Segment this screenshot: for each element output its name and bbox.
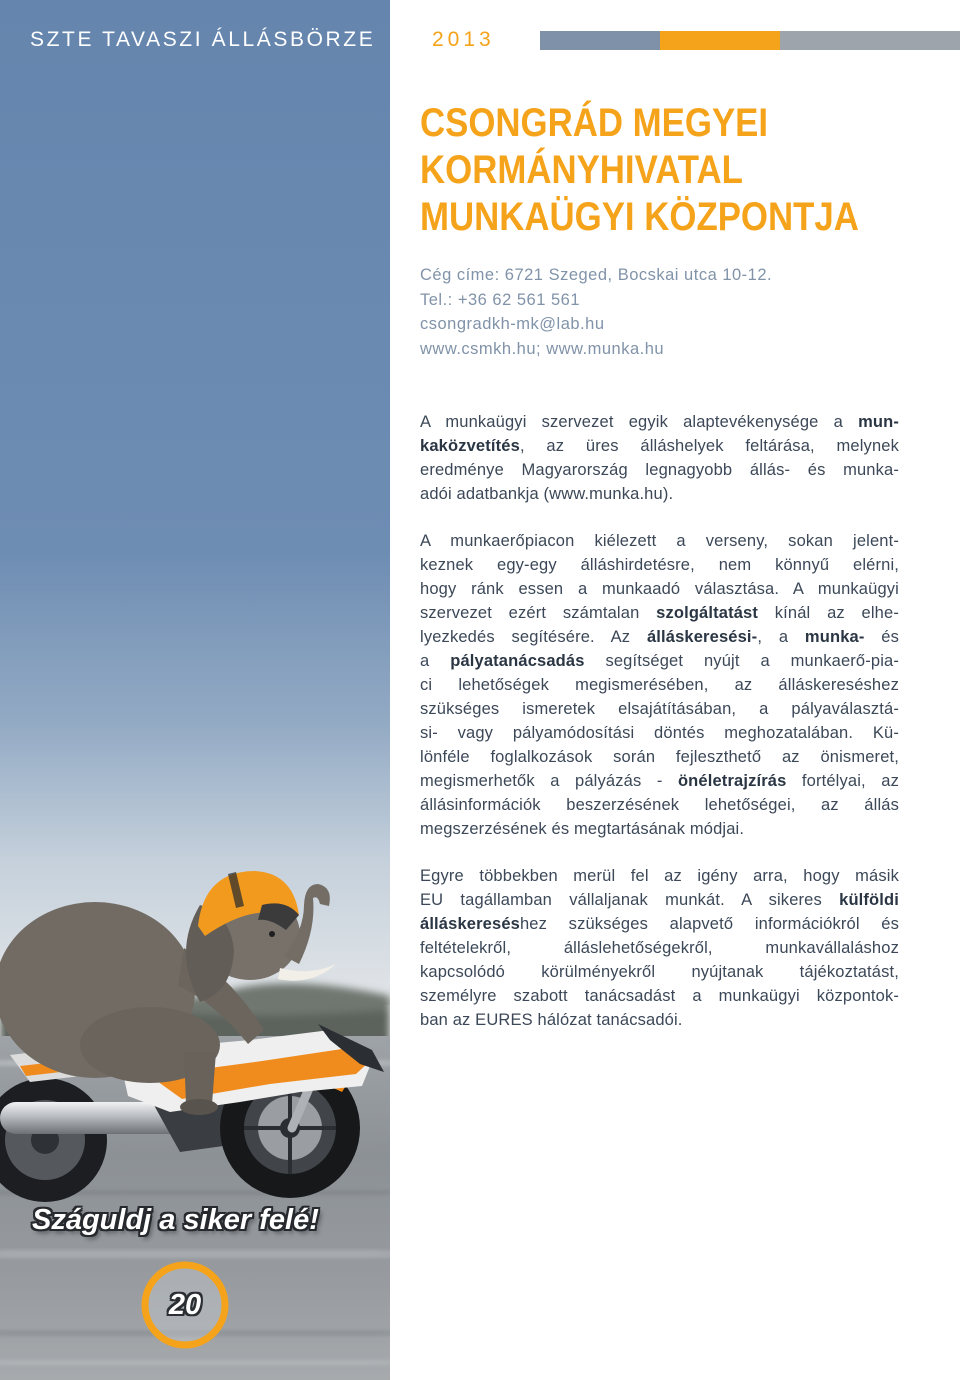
text-run: , a bbox=[757, 628, 805, 646]
text-run: fortélyai, az bbox=[786, 772, 899, 790]
text-run: A munkaügyi szervezet egyik alaptevékenysége a bbox=[420, 413, 859, 431]
title-line: MUNKAÜGYI KÖZPONTJA bbox=[420, 195, 859, 239]
body-line bbox=[420, 529, 899, 553]
body-line bbox=[420, 745, 899, 769]
body-line bbox=[420, 601, 899, 625]
body-paragraph bbox=[420, 410, 899, 506]
body-line bbox=[420, 649, 899, 673]
title-line: KORMÁNYHIVATAL bbox=[420, 148, 743, 192]
elephant-foot bbox=[180, 1099, 218, 1115]
text-run: és bbox=[864, 628, 899, 646]
body-line bbox=[420, 793, 899, 817]
contact-email: csongradkh-mk@lab.hu bbox=[420, 315, 605, 334]
text-run: lönféle foglalkozások során fejleszthető az önismeret, bbox=[420, 748, 899, 766]
header-bar-segment-light bbox=[780, 31, 960, 50]
text-run: szükséges ismeretek elsajátításában, a pályaválasztá- bbox=[420, 700, 899, 718]
text-run: keznek egy-egy álláshirdetésre, nem könnyű elérni, bbox=[420, 556, 899, 574]
text-run: kínál az elhe- bbox=[758, 604, 899, 622]
body-line bbox=[420, 1008, 899, 1032]
text-run: lyezkedés segítésére. Az bbox=[420, 628, 647, 646]
contact-phone: Tel.: +36 62 561 561 bbox=[420, 290, 580, 309]
bold-term: munka- bbox=[804, 628, 865, 646]
body-paragraph bbox=[420, 529, 899, 841]
bold-term: szolgáltatást bbox=[656, 604, 759, 622]
elephant-motorcycle-photo bbox=[0, 0, 390, 1380]
text-run: Egyre többekben merül fel az igény arra, hogy másik bbox=[420, 867, 899, 885]
text-run: a bbox=[420, 652, 451, 670]
contact-address: Cég címe: 6721 Szeged, Bocskai utca 10-12. bbox=[420, 266, 773, 284]
body-line bbox=[420, 721, 899, 745]
header-series-title: SZTE TAVASZI ÁLLÁSBÖRZE bbox=[30, 28, 376, 51]
body-line bbox=[420, 817, 899, 841]
header-year: 2013 bbox=[432, 28, 495, 51]
text-run: adói adatbankja (www.munka.hu). bbox=[420, 485, 674, 503]
body-line bbox=[420, 673, 899, 697]
page-number: 20 bbox=[168, 1289, 202, 1321]
body-line bbox=[420, 769, 899, 793]
bold-term: külföldi bbox=[839, 891, 899, 909]
elephant-leg bbox=[184, 1052, 216, 1104]
body-line bbox=[420, 697, 899, 721]
text-run: feltételekről, álláslehetőségekről, munkavállaláshoz bbox=[420, 939, 899, 957]
text-run: si- vagy pályamódosítási döntés meghozatalában. Kü- bbox=[420, 724, 899, 742]
header-bar-segment-orange bbox=[660, 31, 780, 50]
body-line bbox=[420, 888, 899, 912]
side-panel bbox=[0, 0, 390, 1380]
body-line bbox=[420, 984, 899, 1008]
background-sky bbox=[0, 0, 390, 1005]
bold-term: álláskeresési- bbox=[646, 628, 758, 646]
contact-websites: www.csmkh.hu; www.munka.hu bbox=[420, 340, 665, 359]
text-run: segítséget nyújt a munkaerő-pia- bbox=[584, 652, 899, 670]
text-run: szervezet ezért számtalan bbox=[420, 604, 657, 622]
body-text bbox=[420, 410, 899, 1032]
bold-term: álláskeresés bbox=[420, 915, 520, 933]
body-line bbox=[420, 625, 899, 649]
page-title bbox=[420, 100, 859, 241]
text-run: eredménye Magyarország legnagyobb állás- és munka- bbox=[420, 461, 899, 479]
bold-term: mun- bbox=[858, 413, 899, 431]
text-run: EU tagállamban vállaljanak munkát. A sikeres bbox=[420, 891, 840, 909]
text-run: A munkaerőpiacon kiélezett a verseny, sokan jelent- bbox=[420, 532, 899, 550]
contact-block bbox=[420, 263, 772, 362]
elephant-eye bbox=[269, 931, 275, 937]
body-line bbox=[420, 482, 899, 506]
bold-term: önéletrajzírás bbox=[677, 772, 787, 790]
title-line: CSONGRÁD MEGYEI bbox=[420, 101, 769, 145]
body-line bbox=[420, 434, 899, 458]
text-run: , az üres álláshelyek feltárása, melynek bbox=[519, 437, 899, 455]
text-run: hogy ránk essen a munkaadó választása. A munkaügyi bbox=[420, 580, 899, 598]
body-line bbox=[420, 936, 899, 960]
bold-term: pályatanácsadás bbox=[450, 652, 585, 670]
body-paragraph bbox=[420, 864, 899, 1032]
text-run: állásinformációk beszerzésének lehetőségei, az állás bbox=[420, 796, 899, 814]
image-caption: Száguldj a siker felé! bbox=[32, 1204, 319, 1236]
body-line bbox=[420, 912, 899, 936]
body-line bbox=[420, 960, 899, 984]
text-run: megismerhetők a pályázás - bbox=[420, 772, 678, 790]
body-line bbox=[420, 410, 899, 434]
body-line bbox=[420, 553, 899, 577]
body-line bbox=[420, 864, 899, 888]
body-line bbox=[420, 577, 899, 601]
text-run: ci lehetőségek megismerésében, az álláskereséshez bbox=[420, 676, 899, 694]
body-line bbox=[420, 458, 899, 482]
text-run: megszerzésének és megtartásának módjai. bbox=[420, 820, 745, 838]
text-run: kapcsolódó körülményekről nyújtanak tájékoztatást, bbox=[420, 963, 899, 981]
text-run: személyre szabott tanácsadást a munkaügyi központok- bbox=[420, 987, 899, 1005]
bold-term: kaközvetítés bbox=[420, 437, 520, 455]
header-bar-segment-grey bbox=[540, 31, 660, 50]
text-run: ban az EURES hálózat tanácsadói. bbox=[420, 1011, 683, 1029]
text-run: hez szükséges alapvető információkról és bbox=[519, 915, 899, 933]
